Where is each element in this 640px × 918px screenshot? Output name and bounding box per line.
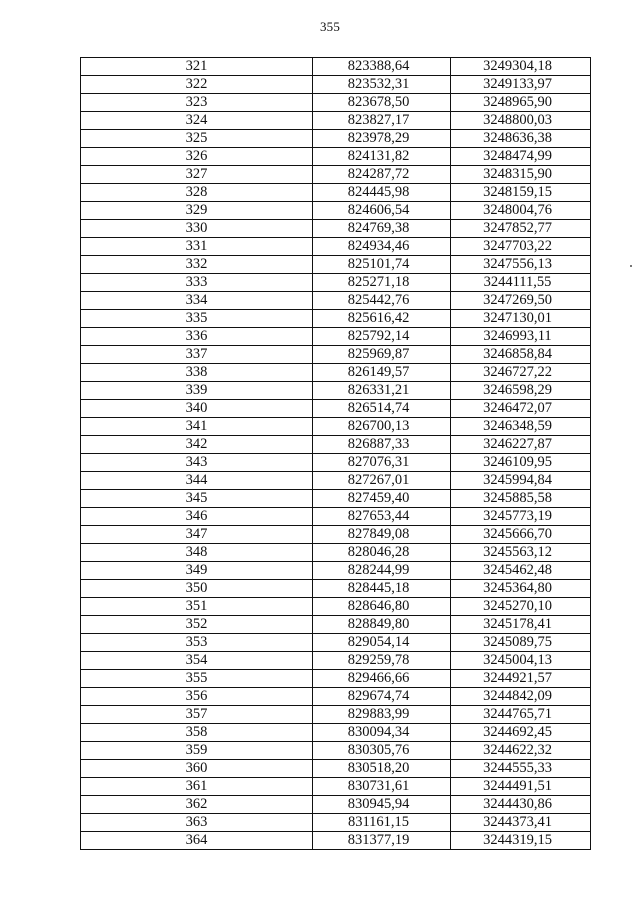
point-number-cell: 321 (81, 58, 313, 76)
point-number-cell: 347 (81, 526, 313, 544)
table-row (81, 256, 591, 274)
point-number-cell: 330 (81, 220, 313, 238)
table-row (81, 616, 591, 634)
table-row (81, 184, 591, 202)
y-coordinate-cell: 3247556,13 (451, 256, 591, 274)
y-coordinate-cell: 3244765,71 (451, 706, 591, 724)
point-number-cell: 339 (81, 382, 313, 400)
table-row (81, 400, 591, 418)
table-row (81, 814, 591, 832)
table-row (81, 562, 591, 580)
table-row (81, 238, 591, 256)
table-row (81, 418, 591, 436)
table-row (81, 706, 591, 724)
point-number-cell: 360 (81, 760, 313, 778)
table-row (81, 796, 591, 814)
y-coordinate-cell: 3245004,13 (451, 652, 591, 670)
x-coordinate-cell: 826149,57 (313, 364, 451, 382)
point-number-cell: 327 (81, 166, 313, 184)
point-number-cell: 323 (81, 94, 313, 112)
x-coordinate-cell: 824769,38 (313, 220, 451, 238)
y-coordinate-cell: 3245178,41 (451, 616, 591, 634)
y-coordinate-cell: 3244842,09 (451, 688, 591, 706)
y-coordinate-cell: 3249133,97 (451, 76, 591, 94)
y-coordinate-cell: 3248159,15 (451, 184, 591, 202)
y-coordinate-cell: 3244319,15 (451, 832, 591, 850)
table-row (81, 472, 591, 490)
x-coordinate-cell: 831161,15 (313, 814, 451, 832)
y-coordinate-cell: 3248800,03 (451, 112, 591, 130)
x-coordinate-cell: 827459,40 (313, 490, 451, 508)
point-number-cell: 326 (81, 148, 313, 166)
x-coordinate-cell: 829883,99 (313, 706, 451, 724)
x-coordinate-cell: 826514,74 (313, 400, 451, 418)
table-row (81, 544, 591, 562)
table-row (81, 130, 591, 148)
point-number-cell: 363 (81, 814, 313, 832)
y-coordinate-cell: 3244622,32 (451, 742, 591, 760)
y-coordinate-cell: 3248965,90 (451, 94, 591, 112)
y-coordinate-cell: 3245563,12 (451, 544, 591, 562)
y-coordinate-cell: 3248474,99 (451, 148, 591, 166)
point-number-cell: 354 (81, 652, 313, 670)
point-number-cell: 328 (81, 184, 313, 202)
x-coordinate-cell: 830945,94 (313, 796, 451, 814)
x-coordinate-cell: 828244,99 (313, 562, 451, 580)
x-coordinate-cell: 829674,74 (313, 688, 451, 706)
x-coordinate-cell: 827076,31 (313, 454, 451, 472)
y-coordinate-cell: 3244692,45 (451, 724, 591, 742)
x-coordinate-cell: 825616,42 (313, 310, 451, 328)
point-number-cell: 364 (81, 832, 313, 850)
point-number-cell: 336 (81, 328, 313, 346)
x-coordinate-cell: 829466,66 (313, 670, 451, 688)
point-number-cell: 333 (81, 274, 313, 292)
page-number: 355 (319, 19, 341, 34)
table-row (81, 94, 591, 112)
x-coordinate-cell: 831377,19 (313, 832, 451, 850)
point-number-cell: 352 (81, 616, 313, 634)
y-coordinate-cell: 3245462,48 (451, 562, 591, 580)
table-row (81, 580, 591, 598)
y-coordinate-cell: 3246227,87 (451, 436, 591, 454)
table-row (81, 364, 591, 382)
y-coordinate-cell: 3247703,22 (451, 238, 591, 256)
point-number-cell: 349 (81, 562, 313, 580)
x-coordinate-cell: 828445,18 (313, 580, 451, 598)
point-number-cell: 358 (81, 724, 313, 742)
y-coordinate-cell: 3246598,29 (451, 382, 591, 400)
point-number-cell: 353 (81, 634, 313, 652)
x-coordinate-cell: 824445,98 (313, 184, 451, 202)
y-coordinate-cell: 3245089,75 (451, 634, 591, 652)
point-number-cell: 341 (81, 418, 313, 436)
table-row (81, 382, 591, 400)
y-coordinate-cell: 3245270,10 (451, 598, 591, 616)
x-coordinate-cell: 824934,46 (313, 238, 451, 256)
point-number-cell: 334 (81, 292, 313, 310)
point-number-cell: 356 (81, 688, 313, 706)
x-coordinate-cell: 823388,64 (313, 58, 451, 76)
point-number-cell: 351 (81, 598, 313, 616)
point-number-cell: 345 (81, 490, 313, 508)
x-coordinate-cell: 823678,50 (313, 94, 451, 112)
table-row (81, 742, 591, 760)
x-coordinate-cell: 827849,08 (313, 526, 451, 544)
y-coordinate-cell: 3245666,70 (451, 526, 591, 544)
x-coordinate-cell: 823978,29 (313, 130, 451, 148)
table-row (81, 436, 591, 454)
point-number-cell: 344 (81, 472, 313, 490)
x-coordinate-cell: 828849,80 (313, 616, 451, 634)
table-row (81, 148, 591, 166)
y-coordinate-cell: 3244491,51 (451, 778, 591, 796)
point-number-cell: 342 (81, 436, 313, 454)
x-coordinate-cell: 830305,76 (313, 742, 451, 760)
table-row (81, 58, 591, 76)
y-coordinate-cell: 3246858,84 (451, 346, 591, 364)
table-row (81, 688, 591, 706)
point-number-cell: 337 (81, 346, 313, 364)
table-row (81, 670, 591, 688)
table-row (81, 724, 591, 742)
table-row (81, 760, 591, 778)
point-number-cell: 350 (81, 580, 313, 598)
point-number-cell: 324 (81, 112, 313, 130)
y-coordinate-cell: 3249304,18 (451, 58, 591, 76)
point-number-cell: 322 (81, 76, 313, 94)
x-coordinate-cell: 826331,21 (313, 382, 451, 400)
x-coordinate-cell: 825271,18 (313, 274, 451, 292)
y-coordinate-cell: 3246727,22 (451, 364, 591, 382)
y-coordinate-cell: 3245364,80 (451, 580, 591, 598)
x-coordinate-cell: 825442,76 (313, 292, 451, 310)
point-number-cell: 338 (81, 364, 313, 382)
point-number-cell: 343 (81, 454, 313, 472)
y-coordinate-cell: 3244430,86 (451, 796, 591, 814)
x-coordinate-cell: 825101,74 (313, 256, 451, 274)
scan-artifact (630, 265, 632, 267)
table-row (81, 346, 591, 364)
point-number-cell: 332 (81, 256, 313, 274)
x-coordinate-cell: 826887,33 (313, 436, 451, 454)
y-coordinate-cell: 3245773,19 (451, 508, 591, 526)
x-coordinate-cell: 828646,80 (313, 598, 451, 616)
y-coordinate-cell: 3244373,41 (451, 814, 591, 832)
y-coordinate-cell: 3245885,58 (451, 490, 591, 508)
y-coordinate-cell: 3248636,38 (451, 130, 591, 148)
table-row (81, 634, 591, 652)
y-coordinate-cell: 3248315,90 (451, 166, 591, 184)
y-coordinate-cell: 3246348,59 (451, 418, 591, 436)
table-row (81, 778, 591, 796)
table-row (81, 508, 591, 526)
point-number-cell: 361 (81, 778, 313, 796)
x-coordinate-cell: 823532,31 (313, 76, 451, 94)
x-coordinate-cell: 827267,01 (313, 472, 451, 490)
x-coordinate-cell: 830094,34 (313, 724, 451, 742)
x-coordinate-cell: 824131,82 (313, 148, 451, 166)
y-coordinate-cell: 3246109,95 (451, 454, 591, 472)
y-coordinate-cell: 3244555,33 (451, 760, 591, 778)
point-number-cell: 359 (81, 742, 313, 760)
table-row (81, 76, 591, 94)
table-row (81, 202, 591, 220)
y-coordinate-cell: 3247130,01 (451, 310, 591, 328)
table-row (81, 274, 591, 292)
point-number-cell: 325 (81, 130, 313, 148)
x-coordinate-cell: 824287,72 (313, 166, 451, 184)
x-coordinate-cell: 826700,13 (313, 418, 451, 436)
table-row (81, 832, 591, 850)
point-number-cell: 362 (81, 796, 313, 814)
table-row (81, 526, 591, 544)
table-row (81, 220, 591, 238)
point-number-cell: 357 (81, 706, 313, 724)
y-coordinate-cell: 3244921,57 (451, 670, 591, 688)
point-number-cell: 335 (81, 310, 313, 328)
x-coordinate-cell: 825792,14 (313, 328, 451, 346)
y-coordinate-cell: 3246472,07 (451, 400, 591, 418)
table-row (81, 598, 591, 616)
y-coordinate-cell: 3247269,50 (451, 292, 591, 310)
table-row (81, 652, 591, 670)
x-coordinate-cell: 827653,44 (313, 508, 451, 526)
point-number-cell: 355 (81, 670, 313, 688)
table-row (81, 490, 591, 508)
x-coordinate-cell: 830518,20 (313, 760, 451, 778)
table-row (81, 292, 591, 310)
table-row (81, 112, 591, 130)
y-coordinate-cell: 3245994,84 (451, 472, 591, 490)
x-coordinate-cell: 828046,28 (313, 544, 451, 562)
x-coordinate-cell: 829054,14 (313, 634, 451, 652)
coordinates-table (80, 57, 591, 850)
point-number-cell: 329 (81, 202, 313, 220)
y-coordinate-cell: 3248004,76 (451, 202, 591, 220)
point-number-cell: 331 (81, 238, 313, 256)
table-row (81, 454, 591, 472)
y-coordinate-cell: 3246993,11 (451, 328, 591, 346)
coordinates-table-body (81, 58, 591, 850)
y-coordinate-cell: 3244111,55 (451, 274, 591, 292)
x-coordinate-cell: 824606,54 (313, 202, 451, 220)
table-row (81, 310, 591, 328)
x-coordinate-cell: 829259,78 (313, 652, 451, 670)
point-number-cell: 340 (81, 400, 313, 418)
x-coordinate-cell: 830731,61 (313, 778, 451, 796)
table-row (81, 166, 591, 184)
x-coordinate-cell: 825969,87 (313, 346, 451, 364)
point-number-cell: 346 (81, 508, 313, 526)
y-coordinate-cell: 3247852,77 (451, 220, 591, 238)
x-coordinate-cell: 823827,17 (313, 112, 451, 130)
table-row (81, 328, 591, 346)
point-number-cell: 348 (81, 544, 313, 562)
